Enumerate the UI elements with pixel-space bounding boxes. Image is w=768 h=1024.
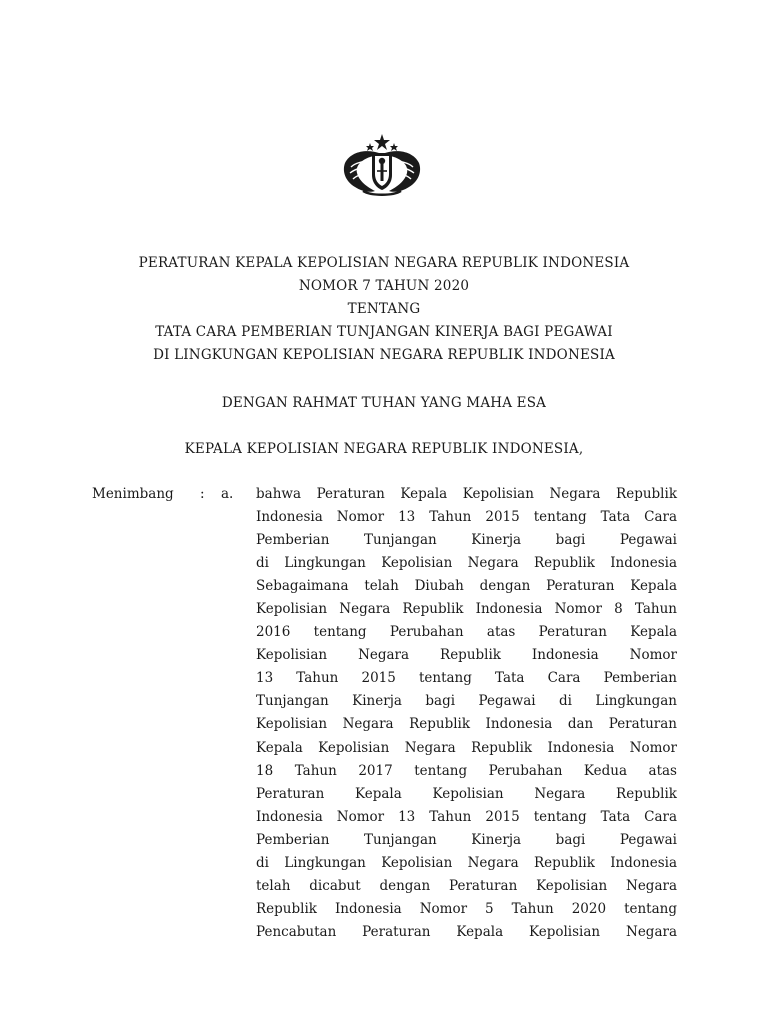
police-emblem-icon — [339, 133, 425, 197]
considering-colon: : — [200, 486, 205, 502]
body-line: di Lingkungan Kepolisian Negara Republik Indonesia — [256, 555, 677, 572]
body-line: Peraturan Kepala Kepolisian Negara Republik — [256, 785, 677, 802]
title-line-number: NOMOR 7 TAHUN 2020 — [298, 278, 470, 294]
body-line: 13 Tahun 2015 tentang Tata Cara Pemberian — [256, 670, 677, 687]
body-line: Pencabutan Peraturan Kepala Kepolisian Negara — [256, 923, 677, 940]
considering-item-letter: a. — [221, 486, 234, 502]
body-line: Republik Indonesia Nomor 5 Tahun 2020 tentang — [256, 900, 677, 917]
body-line: Pemberian Tunjangan Kinerja bagi Pegawai — [256, 532, 677, 549]
body-line: Tunjangan Kinerja bagi Pegawai di Lingkungan — [256, 693, 677, 710]
title-line-regulation: PERATURAN KEPALA KEPOLISIAN NEGARA REPUBLIK INDONESIA — [138, 255, 630, 271]
body-line: Indonesia Nomor 13 Tahun 2015 tentang Tata Cara — [256, 509, 677, 526]
body-line: Kepala Kepolisian Negara Republik Indonesia Nomor — [256, 739, 677, 756]
body-line: Pemberian Tunjangan Kinerja bagi Pegawai — [256, 831, 677, 848]
body-line: 18 Tahun 2017 tentang Perubahan Kedua atas — [256, 762, 677, 779]
title-line-scope: DI LINGKUNGAN KEPOLISIAN NEGARA REPUBLIK INDONESIA — [153, 347, 615, 363]
body-line: bahwa Peraturan Kepala Kepolisian Negara Republik — [256, 486, 677, 502]
body-line: Kepolisian Negara Republik Indonesia dan Peraturan — [256, 716, 677, 733]
considering-item-text — [256, 483, 677, 944]
body-line: Kepolisian Negara Republik Indonesia Nomor — [256, 647, 677, 664]
body-line: Kepolisian Negara Republik Indonesia Nomor 8 Tahun — [256, 601, 677, 618]
authority-line: KEPALA KEPOLISIAN NEGARA REPUBLIK INDONESIA, — [184, 441, 584, 457]
body-line: Sebagaimana telah Diubah dengan Peraturan Kepala — [256, 578, 677, 595]
body-line: telah dicabut dengan Peraturan Kepolisian Negara — [256, 877, 677, 894]
body-line: 2016 tentang Perubahan atas Peraturan Kepala — [256, 624, 677, 641]
body-line: Indonesia Nomor 13 Tahun 2015 tentang Tata Cara — [256, 808, 677, 825]
body-line: di Lingkungan Kepolisian Negara Republik Indonesia — [256, 854, 677, 871]
title-line-about: TENTANG — [347, 301, 421, 317]
title-line-subject: TATA CARA PEMBERIAN TUNJANGAN KINERJA BAGI PEGAWAI — [155, 324, 613, 340]
regulation-title — [0, 252, 768, 367]
blessing-line: DENGAN RAHMAT TUHAN YANG MAHA ESA — [221, 395, 547, 411]
considering-label: Menimbang — [92, 486, 174, 502]
